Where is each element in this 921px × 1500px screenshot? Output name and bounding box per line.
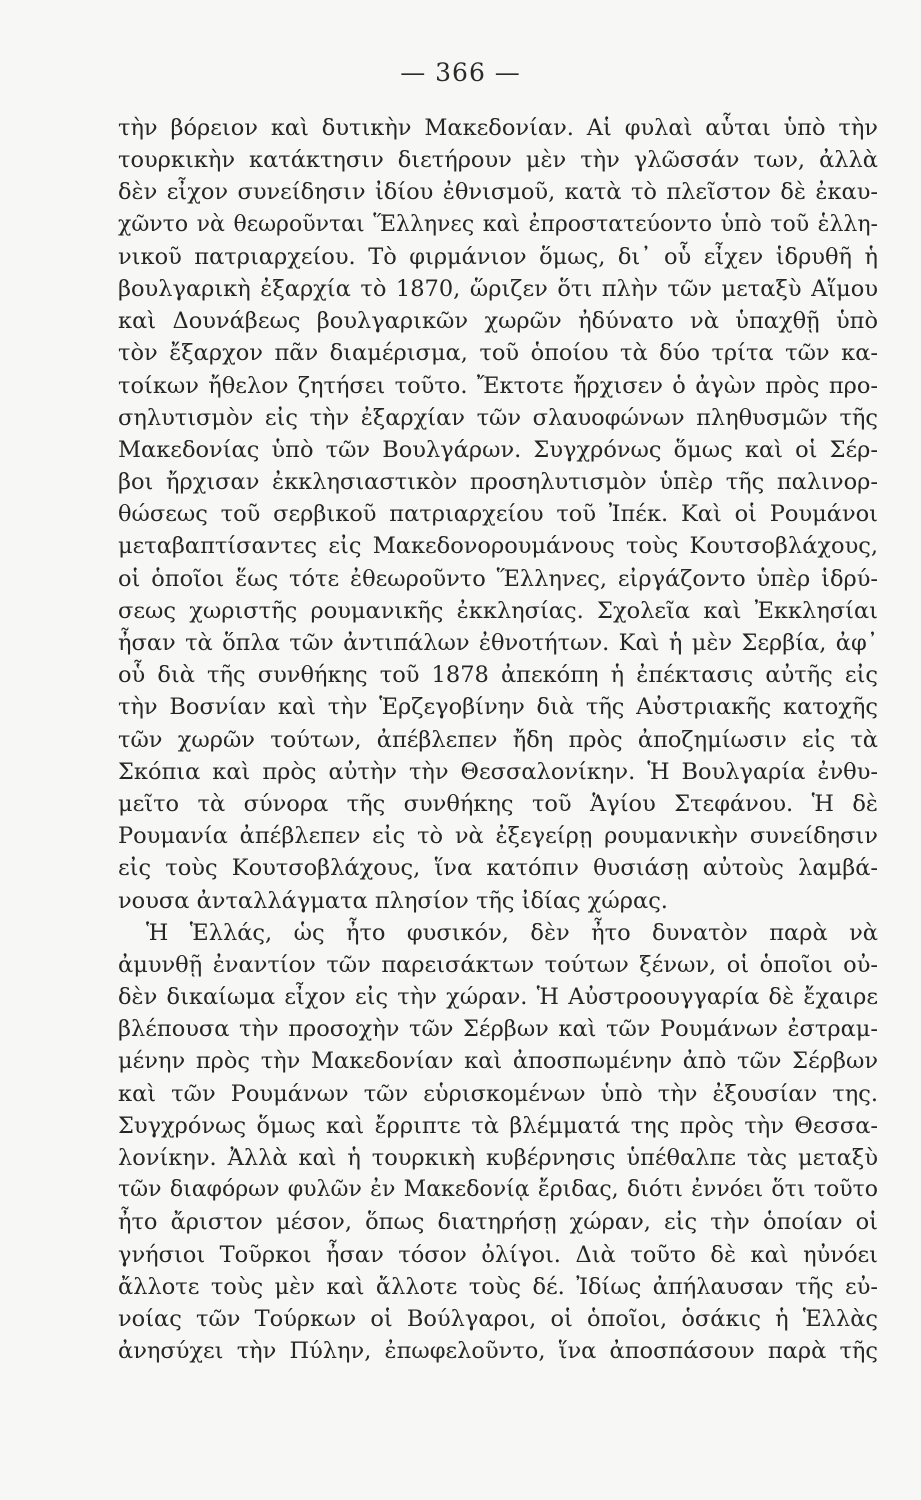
text-line: γνήσιοι Τοῦρκοι ἦσαν τόσον ὀλίγοι. Διὰ τοῦτο δὲ καὶ ηὐνόει [118, 1241, 878, 1268]
text-line: τῶν χωρῶν τούτων, ἀπέβλεπεν ἤδη πρὸς ἀποζημίωσιν εἰς τὰ [118, 726, 878, 753]
text-line: Ἡ Ἑλλάς, ὡς ἦτο φυσικόν, δὲν ἦτο δυνατὸν παρὰ νὰ [146, 919, 878, 946]
text-line: θώσεως τοῦ σερβικοῦ πατριαρχείου τοῦ Ἰπέκ. Καὶ οἱ Ρουμάνοι [118, 501, 878, 528]
text-line: οἱ ὁποῖοι ἕως τότε ἐθεωροῦντο Ἕλληνες, εἰργάζοντο ὑπὲρ ἱδρύ- [118, 565, 878, 592]
text-line: μεῖτο τὰ σύνορα τῆς συνθήκης τοῦ Ἁγίου Στεφάνου. Ἡ δὲ [118, 790, 878, 817]
paragraph [118, 917, 878, 1368]
text-line: Συγχρόνως ὅμως καὶ ἔρριπτε τὰ βλέμματά της πρὸς τὴν Θεσσα- [118, 1112, 878, 1139]
paragraph [118, 112, 878, 917]
text-line: Σκόπια καὶ πρὸς αὐτὴν τὴν Θεσσαλονίκην. Ἡ Βουλγαρία ἐνθυ- [118, 758, 878, 785]
body-text [118, 112, 878, 1367]
text-line: τοίκων ἤθελον ζητήσει τοῦτο. Ἔκτοτε ἤρχισεν ὁ ἀγὼν πρὸς προ- [118, 372, 878, 399]
text-line: νοίας τῶν Τούρκων οἱ Βούλγαροι, οἱ ὁποῖοι, ὁσάκις ἡ Ἑλλὰς [118, 1305, 878, 1332]
text-line: ἀμυνθῇ ἐναντίον τῶν παρεισάκτων τούτων ξένων, οἱ ὁποῖοι οὐ- [118, 951, 878, 978]
text-line: βλέπουσα τὴν προσοχὴν τῶν Σέρβων καὶ τῶν Ρουμάνων ἐστραμ- [118, 1016, 878, 1043]
text-line: λονίκην. Ἀλλὰ καὶ ἡ τουρκικὴ κυβέρνησις ὑπέθαλπε τὰς μεταξὺ [118, 1145, 878, 1171]
text-line: ἀνησύχει τὴν Πύλην, ἐπωφελοῦντο, ἵνα ἀποσπάσουν παρὰ τῆς [118, 1338, 878, 1365]
text-line: βοι ἤρχισαν ἐκκλησιαστικὸν προσηλυτισμὸν ὑπὲρ τῆς παλινορ- [118, 469, 878, 496]
text-line: δὲν εἶχον συνείδησιν ἰδίου ἐθνισμοῦ, κατὰ τὸ πλεῖστον δὲ ἐκαυ- [118, 179, 878, 206]
text-line: βουλγαρικὴ ἐξαρχία τὸ 1870, ὥριζεν ὅτι πλὴν τῶν μεταξὺ Αἵμου [118, 275, 878, 302]
text-line: τὸν ἔξαρχον πᾶν διαμέρισμα, τοῦ ὁποίου τὰ δύο τρίτα τῶν κα- [118, 340, 878, 367]
text-line: σηλυτισμὸν εἰς τὴν ἐξαρχίαν τῶν σλαυοφώνων πληθυσμῶν τῆς [118, 404, 878, 431]
text-line: μένην πρὸς τὴν Μακεδονίαν καὶ ἀποσπωμένην ἀπὸ τῶν Σέρβων [118, 1048, 878, 1075]
text-line: καὶ τῶν Ρουμάνων τῶν εὑρισκομένων ὑπὸ τὴν ἐξουσίαν της. [118, 1080, 878, 1107]
text-line: καὶ Δουνάβεως βουλγαρικῶν χωρῶν ἠδύνατο νὰ ὑπαχθῇ ὑπὸ [118, 308, 878, 335]
page-number: — 366 — [400, 58, 521, 87]
text-line: τὴν Βοσνίαν καὶ τὴν Ἑρζεγοβίνην διὰ τῆς Αὐστριακῆς κατοχῆς [118, 694, 878, 721]
text-line: δὲν δικαίωμα εἶχον εἰς τὴν χώραν. Ἡ Αὐστροουγγαρία δὲ ἔχαιρε [118, 984, 878, 1011]
text-line: ἄλλοτε τοὺς μὲν καὶ ἄλλοτε τοὺς δέ. Ἰδίως ἀπήλαυσαν τῆς εὐ- [118, 1273, 878, 1300]
text-line: νικοῦ πατριαρχείου. Τὸ φιρμάνιον ὅμως, δι᾽ οὗ εἶχεν ἱδρυθῆ ἡ [118, 243, 878, 270]
text-line: τουρκικὴν κατάκτησιν διετήρουν μὲν τὴν γλῶσσάν των, ἀλλὰ [118, 147, 878, 174]
text-line: τὴν βόρειον καὶ δυτικὴν Μακεδονίαν. Αἱ φυλαὶ αὗται ὑπὸ τὴν [118, 115, 878, 141]
text-line: μεταβαπτίσαντες εἰς Μακεδονορουμάνους τοὺς Κουτσοβλάχους, [118, 533, 878, 560]
text-line: ἦσαν τὰ ὅπλα τῶν ἀντιπάλων ἐθνοτήτων. Καὶ ἡ μὲν Σερβία, ἀφ᾽ [118, 630, 878, 656]
text-line: σεως χωριστῆς ρουμανικῆς ἐκκλησίας. Σχολεῖα καὶ Ἐκκλησίαι [118, 597, 878, 624]
text-line: Μακεδονίας ὑπὸ τῶν Βουλγάρων. Συγχρόνως ὅμως καὶ οἱ Σέρ- [118, 436, 878, 463]
text-line: Ρουμανία ἀπέβλεπεν εἰς τὸ νὰ ἐξεγείρῃ ρουμανικὴν συνείδησιν [118, 823, 878, 850]
text-line: νουσα ἀνταλλάγματα πλησίον τῆς ἰδίας χώρας. [118, 887, 668, 914]
text-line: τῶν διαφόρων φυλῶν ἐν Μακεδονίᾳ ἔριδας, διότι ἐννόει ὅτι τοῦτο [118, 1177, 878, 1203]
text-line: οὗ διὰ τῆς συνθήκης τοῦ 1878 ἀπεκόπη ἡ ἐπέκτασις αὐτῆς εἰς [118, 662, 878, 689]
text-line: εἰς τοὺς Κουτσοβλάχους, ἵνα κατόπιν θυσιάσῃ αὐτοὺς λαμβά- [118, 855, 878, 882]
text-line: ἦτο ἄριστον μέσον, ὅπως διατηρήσῃ χώραν, εἰς τὴν ὁποίαν οἱ [118, 1209, 878, 1236]
text-line: χῶντο νὰ θεωροῦνται Ἕλληνες καὶ ἐπροστατεύοντο ὑπὸ τοῦ ἑλλη- [118, 211, 878, 237]
